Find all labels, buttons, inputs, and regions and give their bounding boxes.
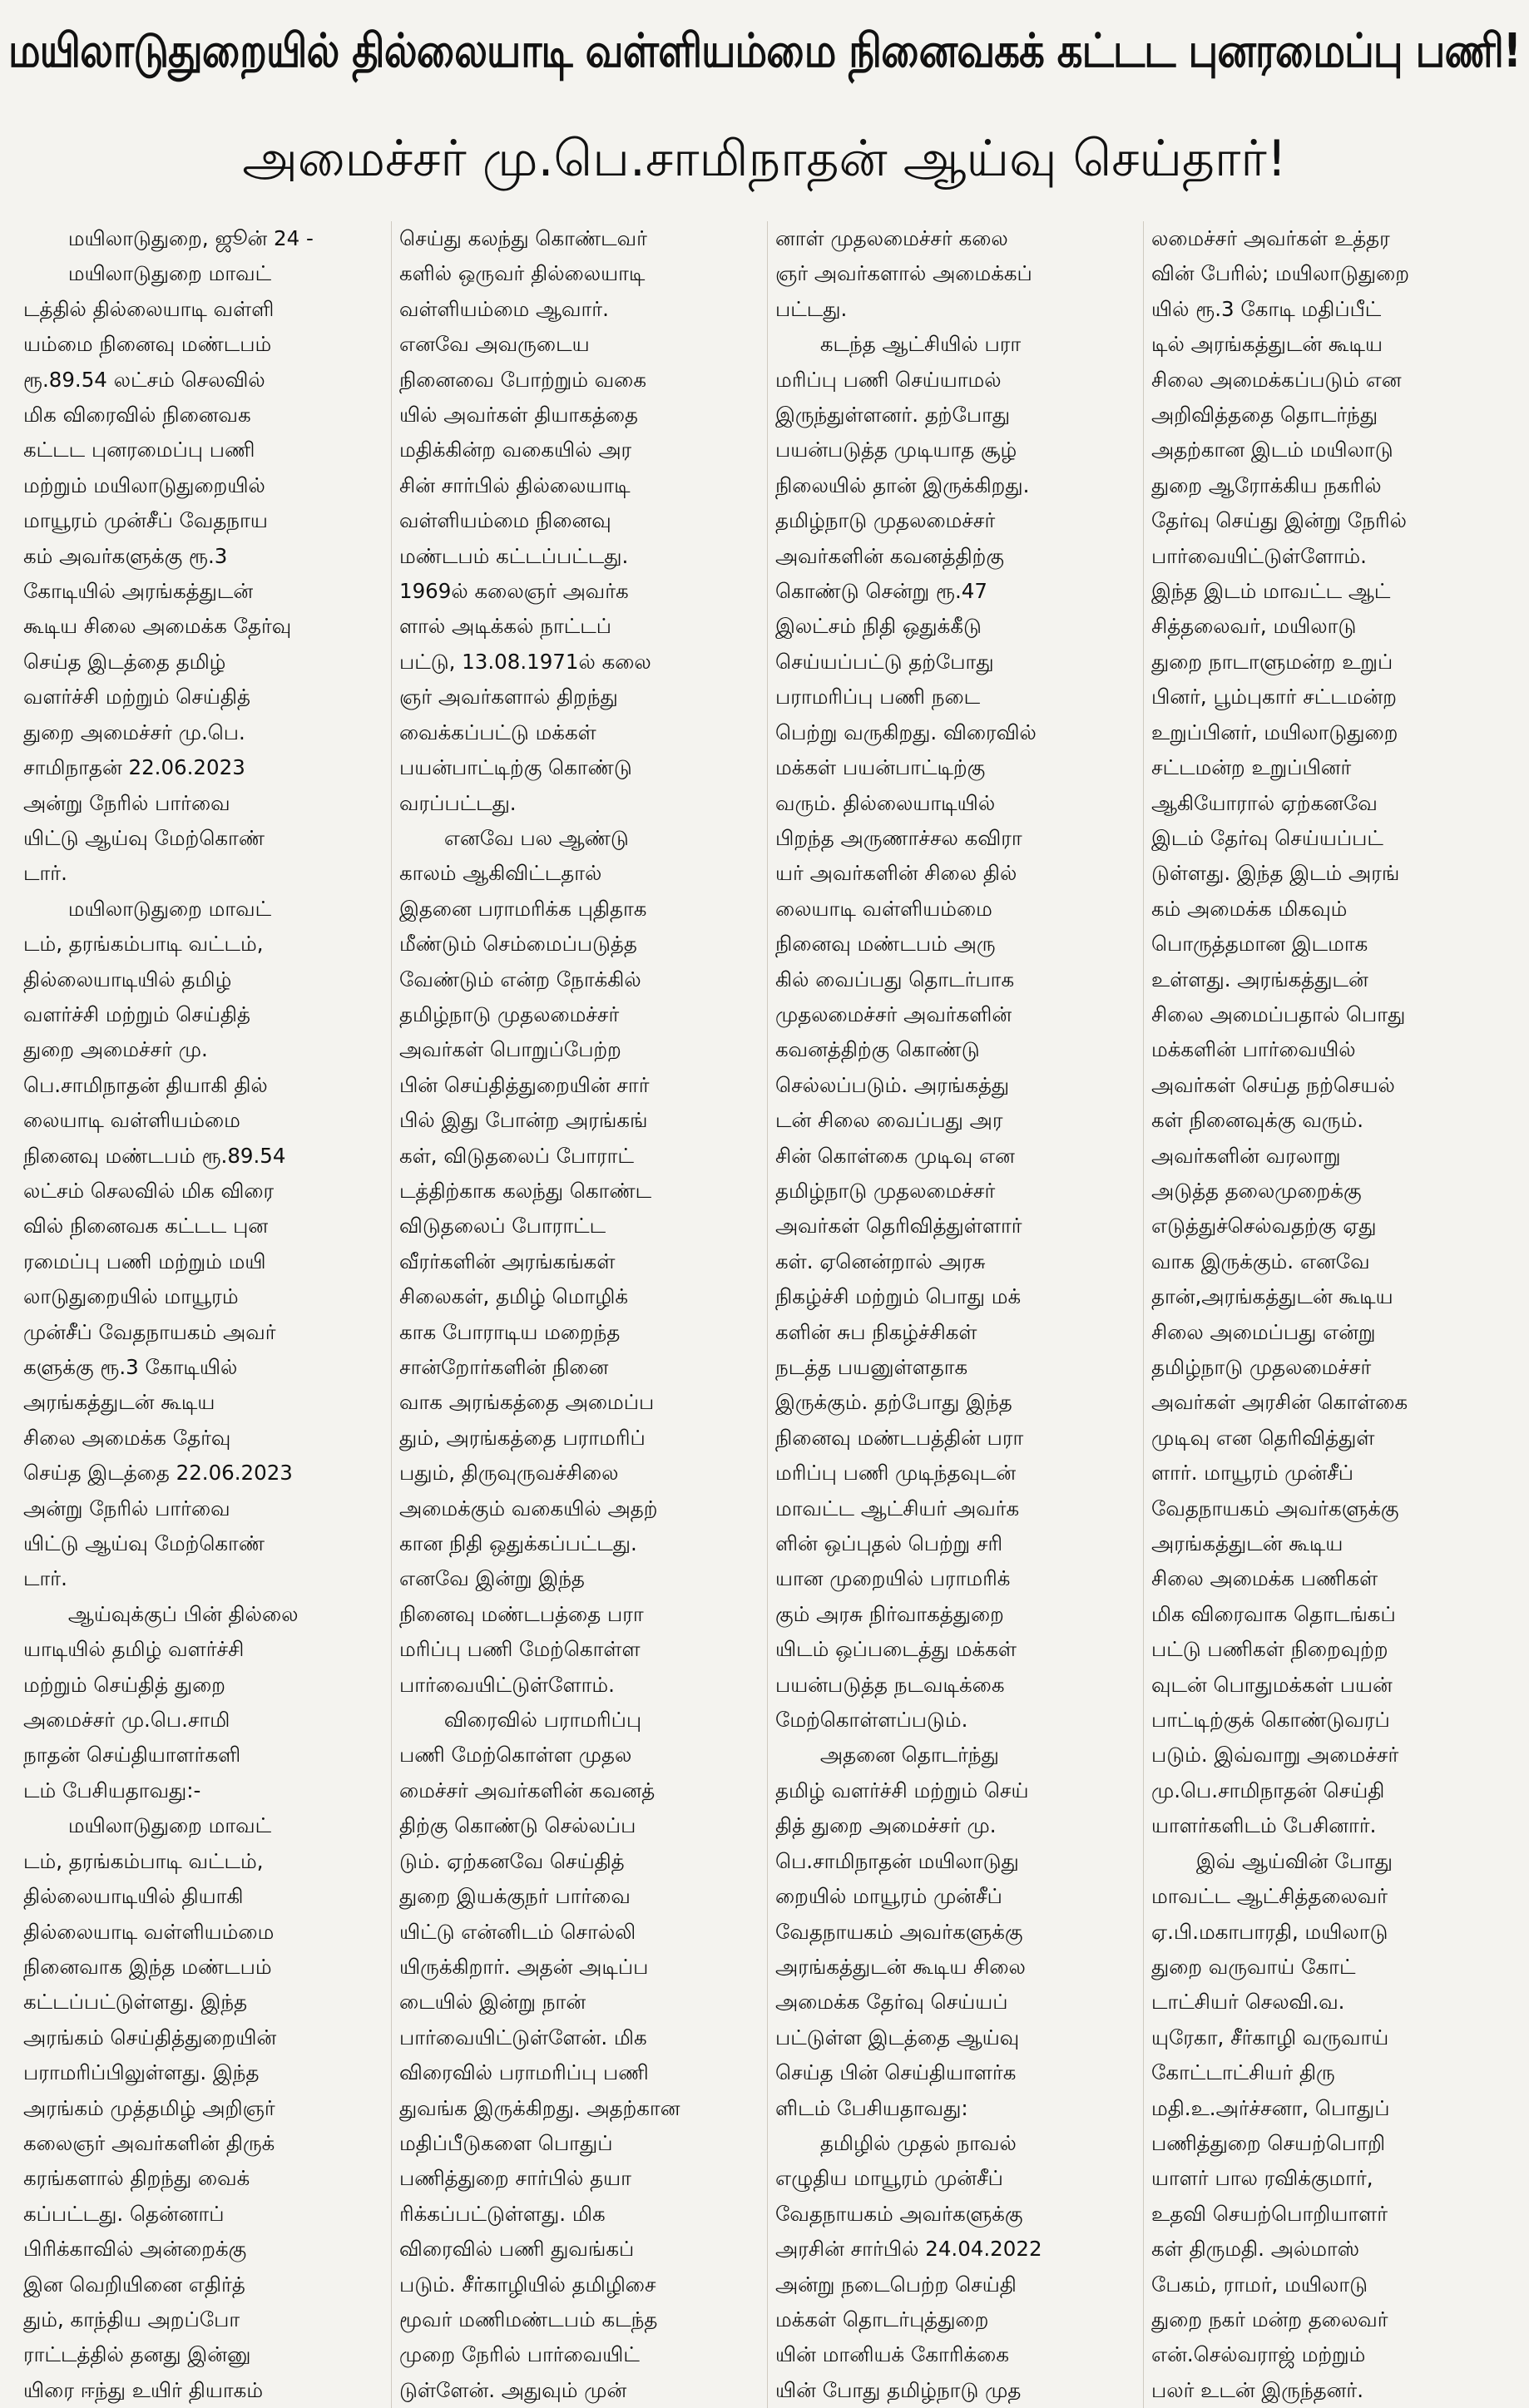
article-line: இவ் ஆய்வின் போது <box>1195 1848 1393 1873</box>
article-line: வேண்டும் என்ற நோக்கில் <box>399 967 641 991</box>
article-line: அரங்கத்துடன் கூடிய <box>1151 1531 1343 1556</box>
article-line: பட்டு, 13.08.1971ல் கலை <box>399 649 651 674</box>
article-line: டம் பேசியதாவது:- <box>23 1778 201 1802</box>
article-line: உள்ளது. அரங்கத்துடன் <box>1151 967 1368 991</box>
article-line: ரூ.89.54 லட்சம் செலவில் <box>23 367 265 392</box>
article-line: மிக விரைவாக தொடங்கப் <box>1151 1601 1396 1626</box>
article-line: என்.செல்வராஜ் மற்றும் <box>1151 2342 1366 2367</box>
article-column-1 <box>23 221 384 2408</box>
article-line: பாட்டிற்குக் கொண்டுவரப் <box>1151 1708 1390 1733</box>
article-line: எடுத்துச்செல்வதற்கு ஏது <box>1151 1214 1377 1239</box>
article-line: அமைச்சர் மு.பெ.சாமி <box>23 1708 230 1733</box>
article-line: தில்லையாடி வள்ளியம்மை <box>23 1919 275 1944</box>
article-line: நினைவு மண்டபம் ரூ.89.54 <box>23 1143 286 1168</box>
article-line: வள்ளியம்மை நினைவு <box>399 508 611 533</box>
article-line: திற்கு கொண்டு செல்லப்ப <box>399 1813 636 1838</box>
article-line: வாக இருக்கும். எனவே <box>1151 1249 1370 1273</box>
article-line: பிரிக்காவில் அன்றைக்கு <box>23 2237 247 2262</box>
article-line: நடத்த பயனுள்ளதாக <box>775 1355 968 1379</box>
article-line: லையாடி வள்ளியம்மை <box>775 896 992 921</box>
article-line: கம் அமைக்க மிகவும் <box>1151 896 1348 921</box>
article-line: அன்று நேரில் பார்வை <box>23 1496 230 1520</box>
article-line: மாவட்ட ஆட்சியர் அவர்க <box>775 1496 1020 1520</box>
article-line: யம்மை நினைவு மண்டபம் <box>23 332 272 357</box>
article-line: தமிழில் முதல் நாவல் <box>819 2130 1017 2155</box>
article-line: விரைவில் பணி துவங்கப் <box>399 2237 635 2262</box>
article-line: வேதநாயகம் அவர்களுக்கு <box>1151 1496 1399 1520</box>
headline <box>0 2 1529 106</box>
article-line: கள் நினைவுக்கு வரும். <box>1151 1108 1363 1133</box>
article-line: கும் அரசு நிர்வாகத்துறை <box>775 1601 1004 1626</box>
article-line: கலைஞர் அவர்களின் திருக் <box>23 2130 275 2155</box>
article-line: தான்,அரங்கத்துடன் கூடிய <box>1151 1284 1393 1309</box>
article-line: தமிழ்நாடு முதலமைச்சர் <box>775 1178 996 1203</box>
article-line: பேகம், ராமர், மயிலாடு <box>1151 2272 1368 2297</box>
article-line: வில் நினைவக கட்டட புன <box>23 1214 269 1239</box>
article-line: முன்சீப் வேதநாயகம் அவர் <box>23 1319 276 1344</box>
article-line: பணித்துறை சார்பில் தயா <box>399 2166 631 2191</box>
article-line: ஏ.பி.மகாபாரதி, மயிலாடு <box>1151 1919 1388 1944</box>
article-line: துறை நாடாளுமன்ற உறுப் <box>1151 649 1393 674</box>
article-line: பலர் உடன் இருந்தனர். <box>1151 2377 1363 2402</box>
article-line: சட்டமன்ற உறுப்பினர் <box>1151 755 1352 780</box>
article-line: துறை நகர் மன்ற தலைவர் <box>1151 2307 1388 2331</box>
article-line: கவனத்திற்கு கொண்டு <box>775 1037 980 1062</box>
article-line: கள். ஏனென்றால் அரசு <box>775 1249 986 1273</box>
article-line: எனவே இன்று இந்த <box>399 1566 585 1591</box>
article-line: பார்வையிட்டுள்ளோம். <box>1151 543 1367 568</box>
article-line: மக்களின் பார்வையில் <box>1151 1037 1356 1062</box>
article-line: யிருக்கிறார். அதன் அடிப்ப <box>399 1954 649 1979</box>
article-line: வேதநாயகம் அவர்களுக்கு <box>775 1919 1023 1944</box>
article-line: உறுப்பினர், மயிலாடுதுறை <box>1151 719 1398 744</box>
article-line: அவர்கள் அரசின் கொள்கை <box>1151 1390 1408 1415</box>
article-line: தமிழ்நாடு முதலமைச்சர் <box>1151 1355 1372 1379</box>
article-line: எழுதிய மாயூரம் முன்சீப் <box>775 2166 1003 2191</box>
article-line: நினைவை போற்றும் வகை <box>399 367 647 392</box>
article-line: வீரர்களின் அரங்கங்கள் <box>399 1249 616 1273</box>
article-line: நிகழ்ச்சி மற்றும் பொது மக் <box>775 1284 1022 1309</box>
article-line: துறை அமைச்சர் மு.பெ. <box>23 719 245 744</box>
article-line: காலம் ஆகிவிட்டதால் <box>399 861 602 886</box>
article-line: அதற்கான இடம் மயிலாடு <box>1151 438 1393 462</box>
article-line: உதவி செயற்பொறியாளர் <box>1151 2201 1388 2226</box>
article-line: மிக விரைவில் நினைவக <box>23 403 251 428</box>
article-line: கள், விடுதலைப் போராட் <box>399 1143 634 1168</box>
article-line: பதும், திருவுருவச்சிலை <box>399 1461 619 1486</box>
article-line: பராமரிப்பு பணி நடை <box>775 685 981 710</box>
article-line: னாள் முதலமைச்சர் கலை <box>775 226 1008 250</box>
article-line: வரப்பட்டது. <box>399 790 517 815</box>
article-line: யின் மானியக் கோரிக்கை <box>775 2342 1010 2367</box>
article-line: சாமிநாதன் 22.06.2023 <box>23 755 245 780</box>
article-line: முதலமைச்சர் அவர்களின் <box>775 1001 1012 1026</box>
article-line: டன் சிலை வைப்பது அர <box>775 1108 1003 1133</box>
article-body <box>23 221 1512 2402</box>
article-line: மக்கள் தொடர்புத்துறை <box>775 2307 989 2331</box>
article-line: ரிக்கப்பட்டுள்ளது. மிக <box>399 2201 606 2226</box>
article-line: இடம் தேர்வு செய்யப்பட் <box>1151 825 1383 850</box>
article-line: யில் ரூ.3 கோடி மதிப்பீட் <box>1151 296 1382 321</box>
article-line: மண்டபம் கட்டப்பட்டது. <box>399 543 629 568</box>
article-line: பெ.சாமிநாதன் தியாகி தில் <box>23 1072 268 1097</box>
article-line: வரும். தில்லையாடியில் <box>775 790 996 815</box>
article-line: சின் கொள்கை முடிவு என <box>775 1143 1015 1168</box>
article-line: கட்டட புனரமைப்பு பணி <box>23 438 255 462</box>
article-line: இந்த இடம் மாவட்ட ஆட் <box>1151 579 1391 604</box>
article-line: விரைவில் பராமரிப்பு <box>443 1708 642 1733</box>
article-line: யிரை ஈந்து உயிர் தியாகம் <box>23 2377 264 2402</box>
article-line: தில்லையாடியில் தமிழ் <box>23 967 232 991</box>
article-line: லையாடி வள்ளியம்மை <box>23 1108 240 1133</box>
article-line: யிட்டு என்னிடம் சொல்லி <box>399 1919 636 1944</box>
article-line: பட்டது. <box>775 296 848 321</box>
article-line: காக போராடிய மறைந்த <box>399 1319 621 1344</box>
article-line: அவர்கள் தெரிவித்துள்ளார் <box>775 1214 1022 1239</box>
article-line: இதனை பராமரிக்க புதிதாக <box>399 896 647 921</box>
article-line: மூவர் மணிமண்டபம் கடந்த <box>399 2307 658 2331</box>
article-line: எனவே அவருடைய <box>399 332 590 357</box>
article-line: மாயூரம் முன்சீப் வேதநாய <box>23 508 268 533</box>
article-line: வள்ளியம்மை ஆவார். <box>399 296 609 321</box>
article-line: படும். இவ்வாறு அமைச்சர் <box>1151 1743 1399 1768</box>
article-line: லட்சம் செலவில் மிக விரை <box>23 1178 275 1203</box>
article-line: தமிழ் வளர்ச்சி மற்றும் செய் <box>775 1778 1029 1802</box>
article-line: செய்த இடத்தை தமிழ் <box>23 649 226 674</box>
article-line: அவர்கள் பொறுப்பேற்ற <box>399 1037 621 1062</box>
article-line: அரசின் சார்பில் 24.04.2022 <box>775 2237 1042 2262</box>
article-line: கோடியில் அரங்கத்துடன் <box>23 579 254 604</box>
article-line: பில் இது போன்ற அரங்கங் <box>399 1108 648 1133</box>
article-line: பார்வையிட்டுள்ளோம். <box>399 1672 615 1697</box>
article-line: தேர்வு செய்து இன்று நேரில் <box>1151 508 1408 533</box>
article-line: நினைவு மண்டபத்தை பரா <box>399 1601 644 1626</box>
article-line: கரங்களால் திறந்து வைக் <box>23 2166 250 2191</box>
article-line: யான முறையில் பராமரிக் <box>775 1566 1011 1591</box>
article-line: வாக அரங்கத்தை அமைப்ப <box>399 1390 655 1415</box>
article-line: கொண்டு சென்று ரூ.47 <box>775 579 987 604</box>
article-line: நாதன் செய்தியாளர்களி <box>23 1743 241 1768</box>
article-line: இருக்கும். தற்போது இந்த <box>775 1390 1012 1415</box>
article-line: கடந்த ஆட்சியில் பரா <box>819 332 1022 357</box>
article-line: பராமரிப்பிலுள்ளது. இந்த <box>23 2060 260 2085</box>
article-line: அன்று நடைபெற்ற செய்தி <box>775 2272 1017 2297</box>
article-line: அரங்கத்துடன் கூடிய சிலை <box>775 1954 1026 1979</box>
article-line: பயன்படுத்த நடவடிக்கை <box>775 1672 1005 1697</box>
article-line: மு.பெ.சாமிநாதன் செய்தி <box>1151 1778 1385 1802</box>
article-line: அவர்களின் வரலாறு <box>1151 1143 1341 1168</box>
article-line: அவர்கள் செய்த நற்செயல் <box>1151 1072 1395 1097</box>
article-line: கம் அவர்களுக்கு ரூ.3 <box>23 543 228 568</box>
article-line: ளால் அடிக்கல் நாட்டப் <box>399 614 611 639</box>
article-line: மரிப்பு பணி முடிந்தவுடன் <box>775 1461 1017 1486</box>
article-line: செய்து கலந்து கொண்டவர் <box>399 226 647 250</box>
headline-text: மயிலாடுதுறையில் தில்லையாடி வள்ளியம்மை நினைவகக் கட்டட புனரமைப்பு பணி! <box>8 24 1521 78</box>
article-line: விரைவில் பராமரிப்பு பணி <box>399 2060 649 2085</box>
article-line: கான நிதி ஒதுக்கப்பட்டது. <box>399 1531 637 1556</box>
subheadline-text: அமைச்சர் மு.பெ.சாமிநாதன் ஆய்வு செய்தார்! <box>242 130 1287 188</box>
article-line: பார்வையிட்டுள்ளேன். மிக <box>399 2025 647 2050</box>
article-line: மக்கள் பயன்பாட்டிற்கு <box>775 755 986 780</box>
article-line: யாளர் பால ரவிக்குமார், <box>1151 2166 1373 2191</box>
article-line: தும், அரங்கத்தை பராமரிப் <box>399 1425 646 1450</box>
article-line: அறிவித்ததை தொடர்ந்து <box>1151 403 1378 428</box>
article-line: வைக்கப்பட்டு மக்கள் <box>399 719 596 744</box>
article-line: பிறந்த அருணாச்சல கவிரா <box>775 825 1022 850</box>
article-line: பயன்பாட்டிற்கு கொண்டு <box>399 755 632 780</box>
article-line: கில் வைப்பது தொடர்பாக <box>775 967 1015 991</box>
article-line: ரமைப்பு பணி மற்றும் மயி <box>23 1249 266 1273</box>
article-line: யிட்டு ஆய்வு மேற்கொண் <box>23 1531 265 1556</box>
article-line: அவர்களின் கவனத்திற்கு <box>775 543 1004 568</box>
article-line: ஆய்வுக்குப் பின் தில்லை <box>67 1601 299 1626</box>
article-line: களில் ஒருவர் தில்லையாடி <box>399 261 646 286</box>
article-line: சான்றோர்களின் நினை <box>399 1355 609 1379</box>
article-line: பணித்துறை செயற்பொறி <box>1151 2130 1386 2155</box>
article-line: டத்திற்காக கலந்து கொண்ட <box>399 1178 652 1203</box>
article-line: இன வெறியினை எதிர்த் <box>23 2272 245 2297</box>
article-line: செல்லப்படும். அரங்கத்து <box>775 1072 1010 1097</box>
article-line: டம், தரங்கம்பாடி வட்டம், <box>23 932 264 957</box>
article-line: டம், தரங்கம்பாடி வட்டம், <box>23 1848 264 1873</box>
article-line: கப்பட்டது. தென்னாப் <box>23 2201 225 2226</box>
article-line: விடுதலைப் போராட்ட <box>399 1214 606 1239</box>
article-line: முறை நேரில் பார்வையிட் <box>399 2342 640 2367</box>
article-line: டில் அரங்கத்துடன் கூடிய <box>1151 332 1383 357</box>
article-line: மைச்சர் அவர்களின் கவனத் <box>399 1778 656 1802</box>
article-line: மயிலாடுதுறை மாவட் <box>67 896 272 921</box>
article-line: களின் சுப நிகழ்ச்சிகள் <box>775 1319 977 1344</box>
article-line: வளர்ச்சி மற்றும் செய்தித் <box>23 685 250 710</box>
article-line: சித்தலைவர், மயிலாடு <box>1151 614 1357 639</box>
article-line: எனவே பல ஆண்டு <box>443 825 629 850</box>
article-line: சிலை அமைக்க தேர்வு <box>23 1425 231 1450</box>
article-line: அடுத்த தலைமுறைக்கு <box>1151 1178 1362 1203</box>
article-line: மற்றும் மயிலாடுதுறையில் <box>23 472 265 497</box>
article-line: கள் திருமதி. அல்மாஸ் <box>1151 2237 1360 2262</box>
article-line: பினர், பூம்புகார் சட்டமன்ற <box>1151 685 1397 710</box>
article-line: ளார். மாயூரம் முன்சீப் <box>1151 1461 1354 1486</box>
article-line: மரிப்பு பணி மேற்கொள்ள <box>399 1637 641 1662</box>
article-line: யாடியில் தமிழ் வளர்ச்சி <box>23 1637 245 1662</box>
article-line: றையில் மாயூரம் முன்சீப் <box>775 1884 1002 1909</box>
article-line: நினைவாக இந்த மண்டபம் <box>23 1954 272 1979</box>
article-line: யில் அவர்கள் தியாகத்தை <box>399 403 638 428</box>
article-line: தமிழ்நாடு முதலமைச்சர் <box>399 1001 620 1026</box>
article-line: லமைச்சர் அவர்கள் உத்தர <box>1151 226 1390 250</box>
article-line: நினைவு மண்டபம் அரு <box>775 932 996 957</box>
article-line: துவங்க இருக்கிறது. அதற்கான <box>399 2095 680 2120</box>
article-line: வளர்ச்சி மற்றும் செய்தித் <box>23 1001 250 1026</box>
article-line: 1969ல் கலைஞர் அவர்க <box>399 579 629 604</box>
article-line: யின் போது தமிழ்நாடு முத <box>775 2377 1022 2402</box>
article-line: ஞர் அவர்களால் திறந்து <box>399 685 618 710</box>
article-line: தமிழ்நாடு முதலமைச்சர் <box>775 508 996 533</box>
article-line: தில்லையாடியில் தியாகி <box>23 1884 244 1909</box>
article-line: மதிக்கின்ற வகையில் அர <box>399 438 632 462</box>
article-line: பெ.சாமிநாதன் மயிலாடுது <box>775 1848 1019 1873</box>
article-line: கோட்டாட்சியர் திரு <box>1151 2060 1335 2085</box>
article-line: ளின் ஒப்புதல் பெற்று சரி <box>775 1531 1003 1556</box>
article-line: கட்டப்பட்டுள்ளது. இந்த <box>23 1990 248 2015</box>
article-line: பின் செய்தித்துறையின் சார் <box>399 1072 650 1097</box>
article-column-4 <box>1151 221 1512 2408</box>
article-line: மற்றும் செய்தித் துறை <box>23 1672 225 1697</box>
article-line: டார். <box>23 1566 67 1591</box>
article-line: படும். சீர்காழியில் தமிழிசை <box>399 2272 656 2297</box>
article-line: மயிலாடுதுறை, ஜூன் 24 - <box>67 226 314 250</box>
article-column-2 <box>399 221 760 2408</box>
article-column-3 <box>775 221 1136 2408</box>
article-line: அமைக்க தேர்வு செய்யப் <box>775 1990 1008 2015</box>
article-line: டையில் இன்று நான் <box>399 1990 586 2015</box>
subheadline <box>0 116 1529 208</box>
article-line: டார். <box>23 861 67 886</box>
article-line: துறை ஆரோக்கிய நகரில் <box>1151 472 1382 497</box>
article-line: இருந்துள்ளனர். தற்போது <box>775 403 1011 428</box>
article-line: வுடன் பொதுமக்கள் பயன் <box>1151 1672 1393 1697</box>
article-line: களுக்கு ரூ.3 கோடியில் <box>23 1355 238 1379</box>
article-line: யாளர்களிடம் பேசினார். <box>1151 1813 1377 1838</box>
article-line: அரங்கத்துடன் கூடிய <box>23 1390 215 1415</box>
article-line: பட்டு பணிகள் நிறைவுற்ற <box>1151 1637 1388 1662</box>
article-line: அரங்கம் செய்தித்துறையின் <box>23 2025 277 2050</box>
article-line: சிலை அமைக்க பணிகள் <box>1151 1566 1378 1591</box>
article-line: மரிப்பு பணி செய்யாமல் <box>775 367 1002 392</box>
article-line: சிலைகள், தமிழ் மொழிக் <box>399 1284 629 1309</box>
article-line: துறை அமைச்சர் மு. <box>23 1037 208 1062</box>
article-line: ராட்டத்தில் தனது இன்னு <box>23 2342 251 2367</box>
article-line: நிலையில் தான் இருக்கிறது. <box>775 472 1030 497</box>
article-line: அன்று நேரில் பார்வை <box>23 790 230 815</box>
article-line: செய்த பின் செய்தியாளர்க <box>775 2060 1017 2085</box>
article-line: அமைக்கும் வகையில் அதற் <box>399 1496 658 1520</box>
article-line: யிடம் ஒப்படைத்து மக்கள் <box>775 1637 1017 1662</box>
article-line: யுரேகா, சீர்காழி வருவாய் <box>1151 2025 1389 2050</box>
article-line: சிலை அமைப்பது என்று <box>1151 1319 1376 1344</box>
article-line: டத்தில் தில்லையாடி வள்ளி <box>23 296 275 321</box>
article-line: செய்யப்பட்டு தற்போது <box>775 649 994 674</box>
article-line: லாடுதுறையில் மாயூரம் <box>23 1284 239 1309</box>
article-line: மதி.உ.அர்ச்சனா, பொதுப் <box>1151 2095 1390 2120</box>
article-line: யர் அவர்களின் சிலை தில் <box>775 861 1017 886</box>
article-line: வேதநாயகம் அவர்களுக்கு <box>775 2201 1023 2226</box>
article-line: மதிப்பீடுகளை பொதுப் <box>399 2130 613 2155</box>
article-line: துறை வருவாய் கோட் <box>1151 1954 1356 1979</box>
article-line: தித் துறை அமைச்சர் மு. <box>775 1813 997 1838</box>
article-line: யிட்டு ஆய்வு மேற்கொண் <box>23 825 265 850</box>
article-line: அரங்கம் முத்தமிழ் அறிஞர் <box>23 2095 275 2120</box>
article-line: வின் பேரில்; மயிலாடுதுறை <box>1151 261 1410 286</box>
article-line: ளிடம் பேசியதாவது: <box>775 2095 968 2120</box>
article-line: பயன்படுத்த முடியாத சூழ் <box>775 438 1017 462</box>
article-line: டுள்ளது. இந்த இடம் அரங் <box>1151 861 1400 886</box>
article-line: டாட்சியர் செலவி.வ. <box>1151 1990 1345 2015</box>
article-line: தும், காந்திய அறப்போ <box>23 2307 240 2331</box>
article-line: முடிவு என தெரிவித்துள் <box>1151 1425 1375 1450</box>
article-line: டுள்ளேன். அதுவும் முன் <box>399 2377 627 2402</box>
article-line: நினைவு மண்டபத்தின் பரா <box>775 1425 1024 1450</box>
article-line: பட்டுள்ள இடத்தை ஆய்வு <box>775 2025 1020 2050</box>
article-line: மயிலாடுதுறை மாவட் <box>67 261 272 286</box>
article-line: பொருத்தமான இடமாக <box>1151 932 1368 957</box>
article-line: சின் சார்பில் தில்லையாடி <box>399 472 631 497</box>
article-line: ஆகியோரால் ஏற்கனவே <box>1151 790 1378 815</box>
article-line: மேற்கொள்ளப்படும். <box>775 1708 968 1733</box>
article-line: சிலை அமைக்கப்படும் என <box>1151 367 1402 392</box>
article-line: பணி மேற்கொள்ள முதல <box>399 1743 632 1768</box>
article-line: துறை இயக்குநர் பார்வை <box>399 1884 631 1909</box>
article-line: கூடிய சிலை அமைக்க தேர்வு <box>23 614 292 639</box>
article-line: பெற்று வருகிறது. விரைவில் <box>775 719 1037 744</box>
article-line: அதனை தொடர்ந்து <box>819 1743 999 1768</box>
article-line: டும். ஏற்கனவே செய்தித் <box>399 1848 625 1873</box>
article-line: மாவட்ட ஆட்சித்தலைவர் <box>1151 1884 1388 1909</box>
article-line: மயிலாடுதுறை மாவட் <box>67 1813 272 1838</box>
article-line: சிலை அமைப்பதால் பொது <box>1151 1001 1406 1026</box>
article-line: ஞர் அவர்களால் அமைக்கப் <box>775 261 1032 286</box>
article-line: மீண்டும் செம்மைப்படுத்த <box>399 932 637 957</box>
article-line: செய்த இடத்தை 22.06.2023 <box>23 1461 293 1486</box>
article-line: இலட்சம் நிதி ஒதுக்கீடு <box>775 614 982 639</box>
